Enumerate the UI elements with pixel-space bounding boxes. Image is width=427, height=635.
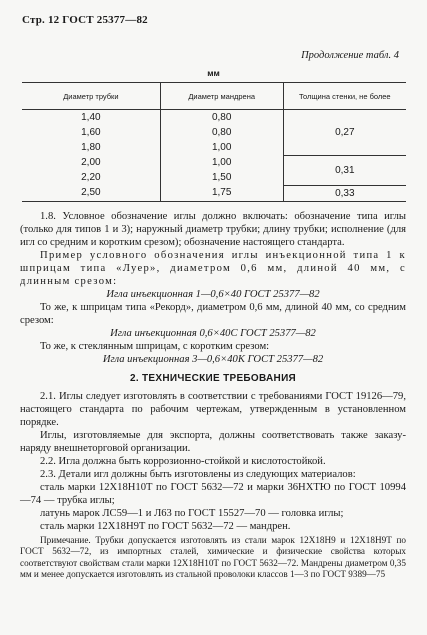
example-designation-2: Игла инъекционная 0,6×40С ГОСТ 25377—82 — [110, 328, 316, 339]
cell-wall: 0,27 — [283, 110, 406, 156]
cell-tube: 2,50 — [22, 185, 160, 201]
cell-mandrel: 0,80 — [160, 125, 283, 140]
cell-mandrel: 1,00 — [160, 140, 283, 155]
col-header-wall-thickness: Толщина стенки, не более — [283, 83, 406, 110]
table-continuation-label: Продолжение табл. 4 — [301, 50, 399, 61]
cell-wall: 0,33 — [283, 185, 406, 201]
paragraph-1-8: 1.8. Условное обозначение иглы должно включать: обозначение типа иглы (только для типов 1 и 3); наружный диаметр трубки; длину трубки; исполнение (для игл со средним и коротким срезом); обозначение настоящего стандарта. — [20, 211, 406, 248]
spec-table — [22, 82, 406, 202]
cell-mandrel: 1,00 — [160, 155, 283, 170]
body-text — [20, 210, 406, 581]
table-header-row — [22, 83, 406, 110]
material-head: латунь марок ЛС59—1 и Л63 по ГОСТ 15527—70 — головка иглы; — [40, 508, 344, 519]
cell-mandrel: 0,80 — [160, 110, 283, 126]
page-header: Стр. 12 ГОСТ 25377—82 — [22, 14, 148, 26]
paragraph-2-2: 2.2. Игла должна быть коррозионно-стойкой и кислотостойкой. — [40, 456, 326, 467]
table-row — [22, 110, 406, 126]
cell-mandrel: 1,50 — [160, 170, 283, 185]
note: Примечание. Трубки допускается изготовлять из стали марок 12Х18Н9 и 12Х18Н9Т по ГОСТ 5632—72, из импортных сталей, химические и физические свойства которых соответствуют свойствам стали марки 12Х18Н10Т по ГОСТ 5632—72. Мандрены диаметром 0,35 мм и менее допускается изготовлять из стальной проволоки классов 1—3 по ГОСТ 9389—75 — [20, 535, 406, 580]
example-record-intro: То же, к шприцам типа «Рекорд», диаметром 0,6 мм, длиной 40 мм, со средним срезом: — [20, 302, 406, 326]
example-designation-1: Игла инъекционная 1—0,6×40 ГОСТ 25377—82 — [106, 289, 320, 300]
cell-tube: 2,20 — [81, 172, 101, 183]
paragraph-2-1: 2.1. Иглы следует изготовлять в соответствии с требованиями ГОСТ 19126—79, настоящего стандарта по рабочим чертежам, утвержденным в установленном порядке. — [20, 391, 406, 428]
table-row — [22, 155, 406, 170]
cell-tube: 1,80 — [81, 142, 101, 153]
cell-wall: 0,31 — [283, 155, 406, 185]
example-glass-intro: То же, к стеклянным шприцам, с коротким срезом: — [40, 341, 270, 352]
paragraph-export: Иглы, изготовляемые для экспорта, должны соответствовать также заказу-наряду внешнеторговой организации. — [20, 430, 406, 454]
example-designation-3: Игла инъекционная 3—0,6×40К ГОСТ 25377—82 — [102, 354, 324, 365]
cell-tube: 1,40 — [81, 112, 101, 123]
paragraph-2-3: 2.3. Детали игл должны быть изготовлены из следующих материалов: — [40, 469, 356, 480]
col-header-mandrel-diameter: Диаметр мандрена — [160, 83, 283, 110]
cell-tube: 1,60 — [81, 127, 101, 138]
table-row — [22, 185, 406, 201]
cell-tube: 2,00 — [81, 157, 101, 168]
col-header-tube-diameter: Диаметр трубки — [22, 83, 160, 110]
material-mandrel: сталь марки 12Х18Н9Т по ГОСТ 5632—72 — мандрен. — [40, 521, 291, 532]
example-intro: Пример условного обозначения иглы инъекционной типа 1 к шприцам типа «Луер», диаметром 0,6 мм, длиной 40 мм, с длинным срезом: — [20, 250, 406, 287]
cell-mandrel: 1,75 — [160, 185, 283, 201]
material-tube: сталь марки 12Х18Н10Т по ГОСТ 5632—72 и марки 36НХТЮ по ГОСТ 10994—74 — трубка иглы; — [20, 482, 406, 506]
table-units: мм — [207, 68, 220, 78]
section-title: 2. ТЕХНИЧЕСКИЕ ТРЕБОВАНИЯ — [129, 373, 297, 384]
